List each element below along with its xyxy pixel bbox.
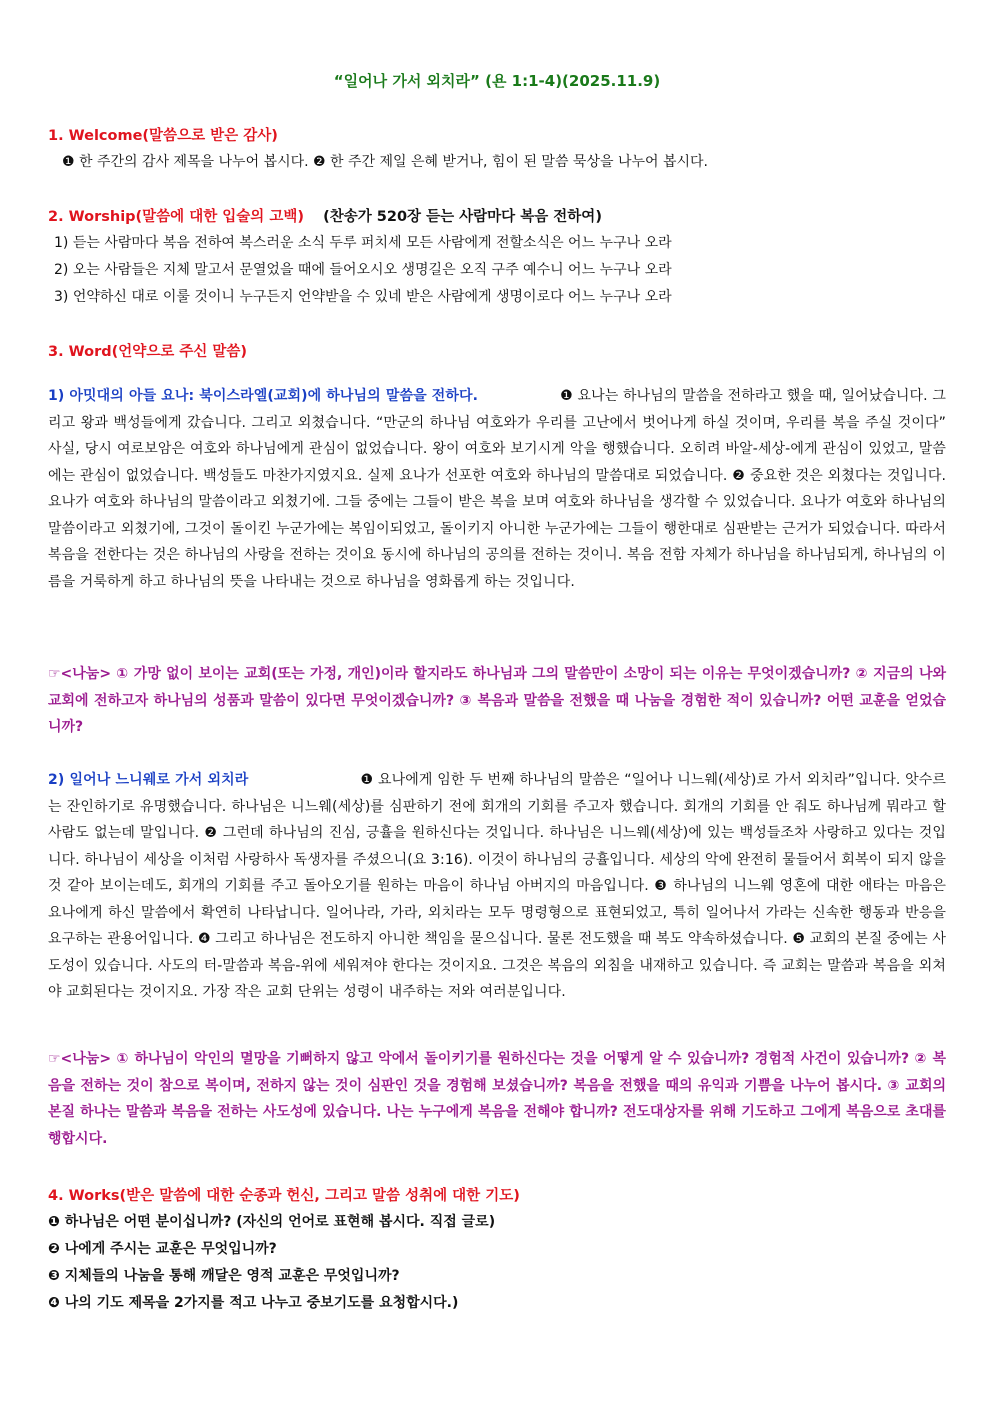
welcome-line: ❶ 한 주간의 감사 제목을 나누어 봅시다. ❷ 한 주간 제일 은혜 받거나, 힘이 된 말씀 묵상을 나누어 봅시다.: [62, 154, 708, 170]
discussion-2: ☞<나눔> ① 하나님이 악인의 멸망을 기뻐하지 않고 악에서 돌이키기를 원하신다는 것을 어떻게 알 수 있습니까? 경험적 사건이 있습니까? ② 복음을 전하는 것이 참으로 복이며, 전하지 않는 것이 심판인 것을 경험해 보셨습니까? 복음을 전했을 때의 유익과 기쁨을 나누어 봅시다. ③ 교회의 본질 하나는 말씀과 복음을 전하는 사도성에 있습니다. 나는 누구에게 복음을 전해야 합니까? 전도대상자를 위해 기도하고 그에게 복음으로 초대를 행합시다.: [48, 1051, 946, 1147]
worship-heading: [48, 205, 602, 226]
word-subheading-2: 2) 일어나 느니웨로 가서 외치라: [48, 772, 249, 788]
works-item-3: ❸ 지체들의 나눔을 통해 깨달은 영적 교훈은 무엇입니까?: [48, 1268, 400, 1284]
word-body-2: ❶ 요나에게 임한 두 번째 하나님의 말씀은 “일어나 니느웨(세상)로 가서 외치라”입니다. 앗수르는 잔인하기로 유명했습니다. 하나님은 니느웨(세상)를 심판하기 전에 회개의 기회를 주고자 했습니다. 회개의 기회를 안 줘도 하나님께 뭐라고 할 사람도 없는데 말입니다. ❷ 그런데 하나님의 진심, 긍휼을 원하신다는 것입니다. 하나님은 니느웨(세상)에 있는 백성들조차 사랑하고 있다는 것입니다. 하나님이 세상을 이처럼 사랑하사 독생자를 주셨으니(요 3:16). 이것이 하나님의 긍휼입니다. 세상의 악에 완전히 물들어서 회복이 되지 않을 것 같아 보이는데도, 회개의 기회를 주고 돌아오기를 원하는 마음이 하나님 아버지의 마음입니다. ❸ 하나님의 니느웨 영혼에 대한 애타는 마음은 요나에게 하신 말씀에서 확연히 나타납니다. 일어나라, 가라, 외치라는 모두 명령형으로 표현되었고, 특히 일어나서 가라는 신속한 행동과 반응을 요구하는 관용어입니다. ❹ 그리고 하나님은 전도하지 아니한 책임을 묻으십니다. 물론 전도했을 때 복도 약속하셨습니다. ❺ 교회의 본질 중에는 사도성이 있습니다. 사도의 터-말씀과 복음-위에 세워져야 한다는 것이지요. 그것은 복음의 외침을 내재하고 있습니다. 즉 교회는 말씀과 복음을 외쳐야 교회된다는 것이지요. 가장 작은 교회 단위는 성령이 내주하는 저와 여러분입니다.: [48, 772, 946, 1000]
word-subheading-1: 1) 아밋대의 아들 요나: 북이스라엘(교회)에 하나님의 말씀을 전하다.: [48, 388, 479, 404]
word-heading: 3. Word(언약으로 주신 말씀): [48, 344, 248, 360]
works-item-2: ❷ 나에게 주시는 교훈은 무엇입니까?: [48, 1241, 277, 1257]
page-title: “일어나 가서 외치라” (욘 1:1-4)(2025.11.9): [333, 72, 661, 90]
welcome-heading: 1. Welcome(말씀으로 받은 감사): [48, 128, 278, 144]
hymn-verse-3: 3) 언약하신 대로 이룰 것이니 누구든지 언약받을 수 있네 받은 사람에게 생명이로다 어느 누구나 오라: [54, 289, 672, 305]
hymn-label: (찬송가 520장 듣는 사람마다 복음 전하여): [323, 209, 602, 225]
worship-heading-text: 2. Worship(말씀에 대한 입술의 고백): [48, 209, 305, 225]
works-heading: 4. Works(받은 말씀에 대한 순종과 헌신, 그리고 말씀 성취에 대한 기도): [48, 1188, 520, 1204]
hymn-verse-1: 1) 듣는 사람마다 복음 전하여 복스러운 소식 두루 퍼치세 모든 사람에게 전할소식은 어느 누구나 오라: [54, 235, 672, 251]
hymn-verse-2: 2) 오는 사람들은 지체 말고서 문열었을 때에 들어오시오 생명길은 오직 구주 예수니 어느 누구나 오라: [54, 262, 672, 278]
word-body-1: ❶ 요나는 하나님의 말씀을 전하라고 했을 때, 일어났습니다. 그리고 왕과 백성들에게 갔습니다. 그리고 외쳤습니다. “만군의 하나님 여호와가 우리를 고난에서 벗어나게 하실 것이며, 우리를 복을 주실 것이다” 사실, 당시 여로보암은 여호와 하나님에게 관심이 없었습니다. 왕이 여호와 보기시게 악을 행했습니다. 오히려 바알-세상-에게 관심이 있었고, 말씀에는 관심이 없었습니다. 백성들도 마찬가지였지요. 실제 요나가 선포한 여호와 하나님의 말씀대로 되었습니다. ❷ 중요한 것은 외쳤다는 것입니다. 요나가 여호와 하나님의 말씀이라고 외쳤기에. 그들 중에는 그들이 받은 복을 보며 여호와 하나님을 생각할 수 있었습니다. 요나가 여호와 하나님의 말씀이라고 외쳤기에, 그것이 돌이킨 누군가에는 복임이되었고, 돌이키지 아니한 누군가에는 그들이 행한대로 심판받는 근거가 되었습니다. 따라서 복음을 전한다는 것은 하나님의 사랑을 전하는 것이요 동시에 하나님의 공의를 전하는 것이니. 복음 전함 자체가 하나님을 하나님되게, 하나님의 이름을 거룩하게 하고 하나님의 뜻을 나타내는 것으로 하나님을 영화롭게 하는 것입니다.: [48, 388, 946, 590]
works-item-4: ❹ 나의 기도 제목을 2가지를 적고 나누고 중보기도를 요청합시다.): [48, 1295, 459, 1311]
works-item-1: ❶ 하나님은 어떤 분이십니까? (자신의 언어로 표현해 봅시다. 직접 글로): [48, 1214, 496, 1230]
word-section-2: [48, 767, 946, 1006]
word-section-1: [48, 383, 946, 595]
discussion-1: ☞<나눔> ① 가망 없이 보이는 교회(또는 가정, 개인)이라 할지라도 하나님과 그의 말씀만이 소망이 되는 이유는 무엇이겠습니까? ② 지금의 나와 교회에 전하고자 하나님의 성품과 말씀이 있다면 무엇이겠습니까? ③ 복음과 말씀을 전했을 때 나눔을 경험한 적이 있습니까? 어떤 교훈을 얻었습니까?: [48, 666, 946, 735]
